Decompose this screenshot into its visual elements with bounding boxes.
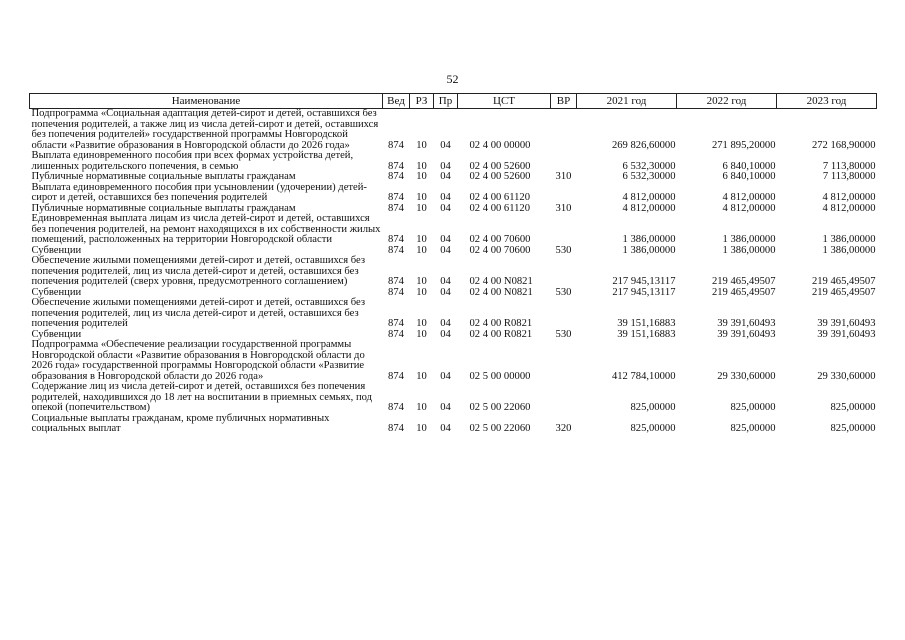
table-body [30,109,877,435]
cell-cst: 02 4 00 R0821 [469,318,533,329]
table-row [30,382,877,414]
cell-pr: 04 [440,171,451,182]
cell-rz: 10 [416,171,427,182]
header-row [30,94,877,109]
cell-2023: 825,00000 [830,402,876,413]
cell-rz: 10 [416,423,427,434]
cell-cst: 02 4 00 N0821 [469,276,533,287]
cell-2022: 271 895,20000 [711,139,776,151]
cell-name: Обеспечение жилыми помещениями детей-сирот и детей, оставшихся без попечения родителей, лиц из числа детей-сирот и детей, оставшихся без попечения родителей [31,297,366,329]
cell-2023: 7 113,80000 [822,171,876,182]
cell-vr [551,382,577,414]
cell-pr: 04 [440,234,451,245]
cell-pr: 04 [440,139,451,151]
cell-pr: 04 [440,370,451,382]
cell-name: Субвенции [31,244,82,256]
header-2023: 2023 год [777,94,877,109]
cell-rz: 10 [416,244,427,256]
cell-cst: 02 4 00 52600 [469,171,531,182]
cell-vr [551,298,577,330]
cell-pr: 04 [440,286,451,298]
cell-name: Подпрограмма «Социальная адаптация детей-сирот и детей, оставшихся без попечения родителей, а также лиц из числа детей-сирот и детей, оставшихся без попечения родителей» государственной программы Новгородской области «Развитие образования в Новгородской области до 2026 года» [31,108,379,151]
cell-2021: 412 784,10000 [611,370,676,382]
cell-cst: 02 4 00 N0821 [469,286,533,298]
cell-ved: 874 [388,202,404,214]
cell-2023: 29 330,60000 [817,370,876,382]
cell-ved: 874 [388,286,404,298]
cell-vr [551,214,577,246]
table-header [30,94,877,109]
cell-2023: 1 386,00000 [822,234,876,245]
cell-2021: 39 151,16883 [617,318,676,329]
cell-2021: 1 386,00000 [622,244,676,256]
cell-rz: 10 [416,370,427,382]
cell-2023: 7 113,80000 [822,160,876,172]
cell-2021: 6 532,30000 [622,171,676,182]
cell-pr: 04 [440,276,451,287]
cell-name: Обеспечение жилыми помещениями детей-сирот и детей, оставшихся без попечения родителей, лиц из числа детей-сирот и детей, оставшихся без попечения родителей (сверх уровня, предусмотренного соглашением) [31,255,366,287]
cell-2022: 39 391,60493 [717,318,776,329]
cell-vr [551,109,577,152]
cell-2021: 39 151,16883 [617,328,676,340]
table-row [30,183,877,204]
cell-ved: 874 [388,328,404,340]
cell-2021: 217 945,13117 [612,286,676,298]
cell-pr: 04 [440,318,451,329]
cell-vr: 310 [555,171,572,182]
header-2022: 2022 год [677,94,777,109]
cell-cst: 02 4 00 R0821 [469,328,533,340]
cell-2021: 1 386,00000 [622,234,676,245]
cell-rz: 10 [416,192,427,203]
cell-rz: 10 [416,328,427,340]
cell-pr: 04 [440,202,451,214]
cell-pr: 04 [440,402,451,413]
cell-vr [551,340,577,382]
cell-rz: 10 [416,202,427,214]
cell-2022: 825,00000 [730,402,776,413]
cell-2021: 4 812,00000 [622,202,676,214]
table-row [30,172,877,183]
cell-pr: 04 [440,160,451,172]
cell-vr: 530 [555,328,572,340]
cell-2021: 4 812,00000 [622,192,676,203]
cell-2023: 219 465,49507 [811,276,876,287]
cell-cst: 02 5 00 22060 [469,423,531,434]
header-vr: ВР [551,94,577,109]
cell-2023: 39 391,60493 [817,318,876,329]
cell-2022: 4 812,00000 [722,192,776,203]
cell-2022: 6 840,10000 [722,160,776,172]
cell-vr [551,151,577,172]
cell-name: Социальные выплаты гражданам, кроме публичных нормативных социальных выплат [31,412,330,434]
cell-cst: 02 4 00 61120 [469,202,531,214]
cell-2023: 825,00000 [830,423,876,434]
cell-cst: 02 4 00 00000 [469,139,531,151]
cell-pr: 04 [440,328,451,340]
cell-pr: 04 [440,192,451,203]
cell-name: Публичные нормативные социальные выплаты гражданам [31,171,296,182]
header-rz: РЗ [410,94,434,109]
cell-rz: 10 [416,139,427,151]
cell-2023: 272 168,90000 [811,139,876,151]
cell-ved: 874 [388,171,404,182]
cell-2021: 825,00000 [630,423,676,434]
cell-2023: 4 812,00000 [822,192,876,203]
cell-ved: 874 [388,244,404,256]
header-name: Наименование [30,94,383,109]
budget-table [29,93,877,435]
table-row [30,340,877,382]
cell-cst: 02 4 00 70600 [469,244,531,256]
cell-vr [551,183,577,204]
cell-cst: 02 4 00 52600 [469,160,531,172]
cell-cst: 02 4 00 70600 [469,234,531,245]
cell-pr: 04 [440,244,451,256]
cell-2022: 219 465,49507 [711,286,776,298]
cell-rz: 10 [416,234,427,245]
cell-ved: 874 [388,234,404,245]
table-row [30,414,877,435]
header-ved: Вед [383,94,410,109]
cell-2021: 217 945,13117 [612,276,676,287]
cell-name: Публичные нормативные социальные выплаты гражданам [31,202,296,214]
cell-rz: 10 [416,402,427,413]
cell-name: Выплата единовременного пособия при всех формах устройства детей, лишенных родительского попечения, в семью [31,150,354,172]
header-2021: 2021 год [577,94,677,109]
cell-vr: 530 [555,244,572,256]
cell-2022: 219 465,49507 [711,276,776,287]
cell-rz: 10 [416,276,427,287]
cell-rz: 10 [416,286,427,298]
cell-2023: 219 465,49507 [811,286,876,298]
cell-name: Содержание лиц из числа детей-сирот и детей, оставшихся без попечения родителей, находившихся до 18 лет на воспитании в приемных семьях, под опекой (попечительством) [31,381,373,413]
cell-2022: 825,00000 [730,423,776,434]
cell-name: Субвенции [31,286,82,298]
cell-name: Субвенции [31,328,82,340]
cell-2023: 1 386,00000 [822,244,876,256]
cell-2023: 4 812,00000 [822,202,876,214]
cell-2022: 1 386,00000 [722,244,776,256]
cell-2022: 39 391,60493 [717,328,776,340]
cell-2022: 1 386,00000 [722,234,776,245]
cell-ved: 874 [388,423,404,434]
cell-ved: 874 [388,370,404,382]
header-cst: ЦСТ [458,94,551,109]
cell-2023: 39 391,60493 [817,328,876,340]
cell-vr: 320 [555,423,572,434]
cell-ved: 874 [388,139,404,151]
cell-ved: 874 [388,276,404,287]
table-row [30,109,877,152]
cell-rz: 10 [416,160,427,172]
cell-pr: 04 [440,423,451,434]
cell-2022: 29 330,60000 [717,370,776,382]
table-row [30,151,877,172]
cell-vr [551,256,577,288]
cell-2021: 6 532,30000 [622,160,676,172]
cell-rz: 10 [416,318,427,329]
cell-2022: 6 840,10000 [722,171,776,182]
cell-2021: 269 826,60000 [611,139,676,151]
cell-2022: 4 812,00000 [722,202,776,214]
page-number: 52 [446,72,459,86]
cell-ved: 874 [388,318,404,329]
cell-ved: 874 [388,160,404,172]
cell-cst: 02 5 00 22060 [469,402,531,413]
cell-vr: 310 [555,202,572,214]
cell-ved: 874 [388,192,404,203]
table-row [30,298,877,330]
cell-name: Выплата единовременного пособия при усыновлении (удочерении) детей-сирот и детей, оставшихся без попечения родителей [31,181,367,203]
header-pr: Пр [434,94,458,109]
cell-cst: 02 4 00 61120 [469,192,531,203]
cell-2021: 825,00000 [630,402,676,413]
table-row [30,256,877,288]
cell-vr: 530 [555,286,572,298]
table-row [30,214,877,246]
cell-cst: 02 5 00 00000 [469,370,531,382]
cell-name: Подпрограмма «Обеспечение реализации государственной программы Новгородской области «Развитие образования в Новгородской области до 2026 года» государственной программы Новгородской области «Развитие образования в Новгородской области до 2026 года» [31,339,365,382]
cell-name: Единовременная выплата лицам из числа детей-сирот и детей, оставшихся без попечения родителей, на ремонт находящихся в их собственности жилых помещений, расположенных на территории Новгородской области [31,213,381,245]
cell-ved: 874 [388,402,404,413]
